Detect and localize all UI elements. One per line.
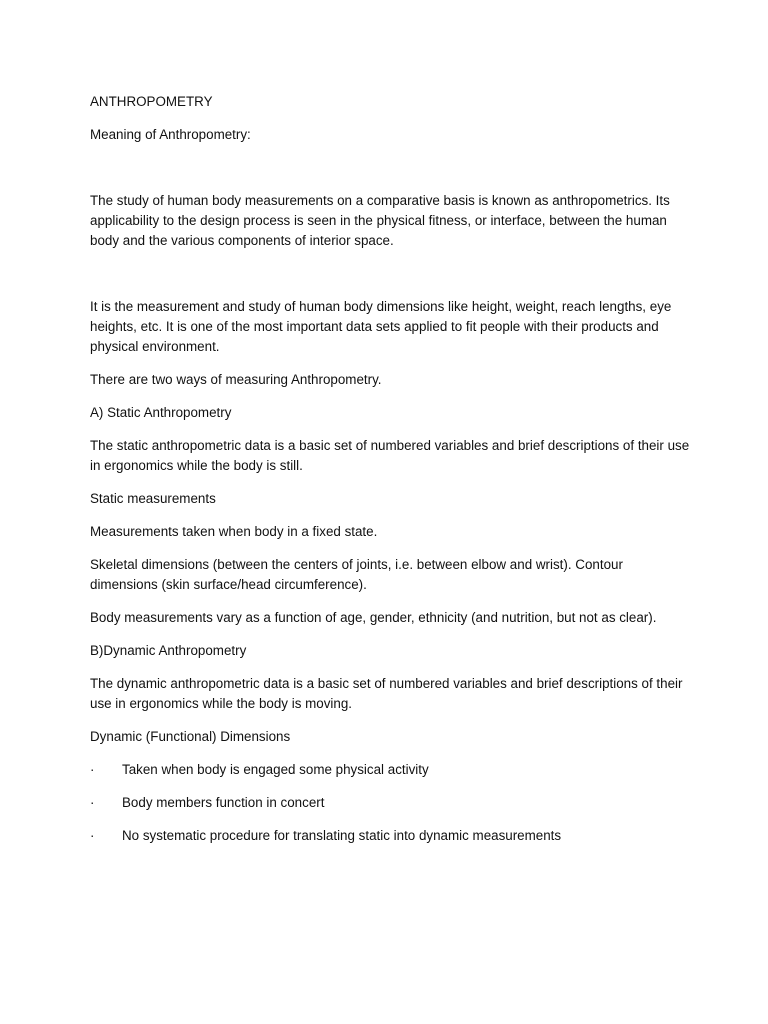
meaning-heading: Meaning of Anthropometry: [90, 127, 251, 142]
paragraph-static-data: The static anthropometric data is a basic set of numbered variables and brief descriptions of their use in ergonomics while the body is still. [90, 438, 690, 473]
paragraph-dynamic-data: The dynamic anthropometric data is a basic set of numbered variables and brief descriptions of their use in ergonomics while the body is moving. [90, 676, 683, 711]
document-title: ANTHROPOMETRY [90, 94, 213, 109]
bullet-marker: · [90, 795, 95, 810]
paragraph-measurement: It is the measurement and study of human body dimensions like height, weight, reach lengths, eye heights, etc. It is one of the most important data sets applied to fit people with their products and physical environment. [90, 299, 672, 354]
dynamic-dimensions-heading: Dynamic (Functional) Dimensions [90, 729, 291, 744]
spacer [90, 264, 690, 297]
spacer [90, 158, 690, 191]
list-item [90, 760, 690, 780]
paragraph-skeletal: Skeletal dimensions (between the centers of joints, i.e. between elbow and wrist). Contour dimensions (skin surface/head circumference). [90, 557, 623, 592]
paragraph-two-ways: There are two ways of measuring Anthropometry. [90, 372, 382, 387]
paragraph-study: The study of human body measurements on a comparative basis is known as anthropometrics. Its applicability to the design process is seen in the physical fitness, or interface, between the human body and the various components of interior space. [90, 193, 670, 248]
list-item [90, 793, 690, 813]
bullet-marker: · [90, 828, 95, 843]
list-item [90, 826, 690, 846]
paragraph-body-vary: Body measurements vary as a function of age, gender, ethnicity (and nutrition, but not as clear). [90, 610, 657, 625]
dynamic-heading: B)Dynamic Anthropometry [90, 643, 247, 658]
list-item-text: Body members function in concert [122, 795, 325, 810]
list-item-text: No systematic procedure for translating static into dynamic measurements [122, 828, 562, 843]
paragraph-static-fixed: Measurements taken when body in a fixed state. [90, 524, 378, 539]
list-item-text: Taken when body is engaged some physical activity [122, 762, 429, 777]
static-heading: A) Static Anthropometry [90, 405, 232, 420]
bullet-marker: · [90, 762, 95, 777]
static-measurements-heading: Static measurements [90, 491, 216, 506]
document-body [90, 92, 690, 859]
